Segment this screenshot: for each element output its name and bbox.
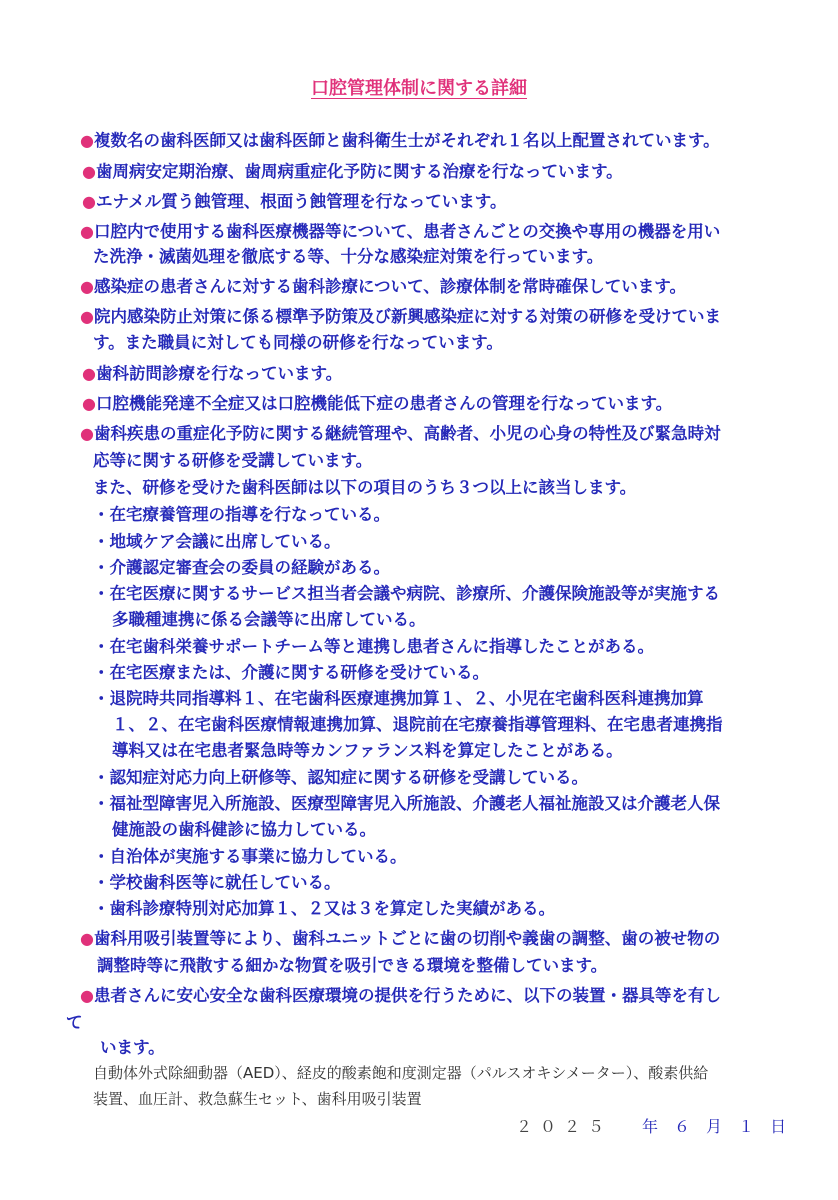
list-item: ●歯科訪問診療を行なっています。 [82,364,343,383]
sub-list-item: ・自治体が実施する事業に協力している。 [93,847,407,866]
list-item-continuation: す。また職員に対しても同様の研修を行なっています。 [93,333,503,352]
list-item: ●エナメル質う蝕管理、根面う蝕管理を行なっています。 [82,192,507,211]
list-item: ●歯科疾患の重症化予防に関する継続管理や、高齢者、小児の心身の特性及び緊急時対 [80,424,721,443]
list-item-continuation: た洗浄・滅菌処理を徹底する等、十分な感染症対策を行っています。 [93,247,604,266]
list-item: ●口腔内で使用する歯科医療機器等について、患者さんごとの交換や専用の機器を用い [80,222,721,241]
sub-list-item: ・福祉型障害児入所施設、医療型障害児入所施設、介護老人福祉施設又は介護老人保 [93,794,720,813]
list-item: ●複数名の歯科医師又は歯科医師と歯科衛生士がそれぞれ１名以上配置されています。 [80,131,720,150]
sub-list-item: ・地域ケア会議に出席している。 [93,532,341,551]
date-year-unit: 年 [642,1117,659,1136]
list-item-continuation: 応等に関する研修を受講しています。 [93,451,373,470]
list-item-continuation: また、研修を受けた歯科医師は以下の項目のうち３つ以上に該当します。 [93,478,637,497]
sub-list-item-continuation: 導料又は在宅患者緊急時等カンファランス料を算定したことがある。 [112,741,623,760]
bullet-icon: ● [80,277,94,296]
date-month: ６ [674,1117,691,1136]
issue-date [516,1114,786,1137]
bullet-icon: ● [82,364,96,383]
bullet-icon: ● [82,162,96,181]
list-item: ●患者さんに安心安全な歯科医療環境の提供を行うために、以下の装置・器具等を有し [80,986,721,1005]
equipment-list-line: 自動体外式除細動器（AED）、経皮的酸素飽和度測定器（パルスオキシメーター）、酸素供給 [93,1064,709,1082]
bullet-icon: ● [80,307,94,326]
bullet-icon: ● [80,929,94,948]
page-title: 口腔管理体制に関する詳細 [311,78,527,99]
sub-list-item: ・在宅医療または、介護に関する研修を受けている。 [93,663,489,682]
sub-list-item: ・歯科診療特別対応加算１、２又は３を算定した実績がある。 [93,899,555,918]
sub-list-item-continuation: 多職種連携に係る会議等に出席している。 [112,610,426,629]
sub-list-item: ・在宅医療に関するサービス担当者会議や病院、診療所、介護保険施設等が実施する [93,584,720,603]
bullet-icon: ● [80,222,94,241]
list-item-continuation: て [66,1013,83,1032]
sub-list-item: ・在宅歯科栄養サポートチーム等と連携し患者さんに指導したことがある。 [93,637,654,656]
list-item: ●歯科用吸引装置等により、歯科ユニットごとに歯の切削や義歯の調整、歯の被せ物の [80,929,721,948]
date-month-unit: 月 [706,1117,723,1136]
date-day: １ [738,1117,755,1136]
list-item-continuation: います。 [100,1038,165,1057]
sub-list-item-continuation: １、２、在宅歯科医療情報連携加算、退院前在宅療養指導管理料、在宅患者連携指 [112,715,723,734]
list-item-continuation: 調整時等に飛散する細かな物質を吸引できる環境を整備しています。 [97,956,608,975]
bullet-icon: ● [80,131,94,150]
bullet-icon: ● [82,394,96,413]
sub-list-item: ・退院時共同指導料１、在宅歯科医療連携加算１、２、小児在宅歯科医科連携加算 [93,689,704,708]
list-item: ●感染症の患者さんに対する歯科診療について、診療体制を常時確保しています。 [80,277,686,296]
date-day-unit: 日 [770,1117,787,1136]
sub-list-item-continuation: 健施設の歯科健診に協力している。 [112,820,376,839]
date-year: ２０２５ [516,1117,613,1136]
list-item: ●院内感染防止対策に係る標準予防策及び新興感染症に対する対策の研修を受けていま [80,307,721,326]
bullet-icon: ● [82,192,96,211]
sub-list-item: ・介護認定審査会の委員の経験がある。 [93,558,390,577]
sub-list-item: ・認知症対応力向上研修等、認知症に関する研修を受講している。 [93,768,588,787]
sub-list-item: ・学校歯科医等に就任している。 [93,873,341,892]
bullet-icon: ● [80,986,94,1005]
bullet-icon: ● [80,424,94,443]
list-item: ●口腔機能発達不全症又は口腔機能低下症の患者さんの管理を行なっています。 [82,394,673,413]
equipment-list-line: 装置、血圧計、救急蘇生セット、歯科用吸引装置 [93,1090,422,1108]
sub-list-item: ・在宅療養管理の指導を行なっている。 [93,505,390,524]
list-item: ●歯周病安定期治療、歯周病重症化予防に関する治療を行なっています。 [82,162,623,181]
